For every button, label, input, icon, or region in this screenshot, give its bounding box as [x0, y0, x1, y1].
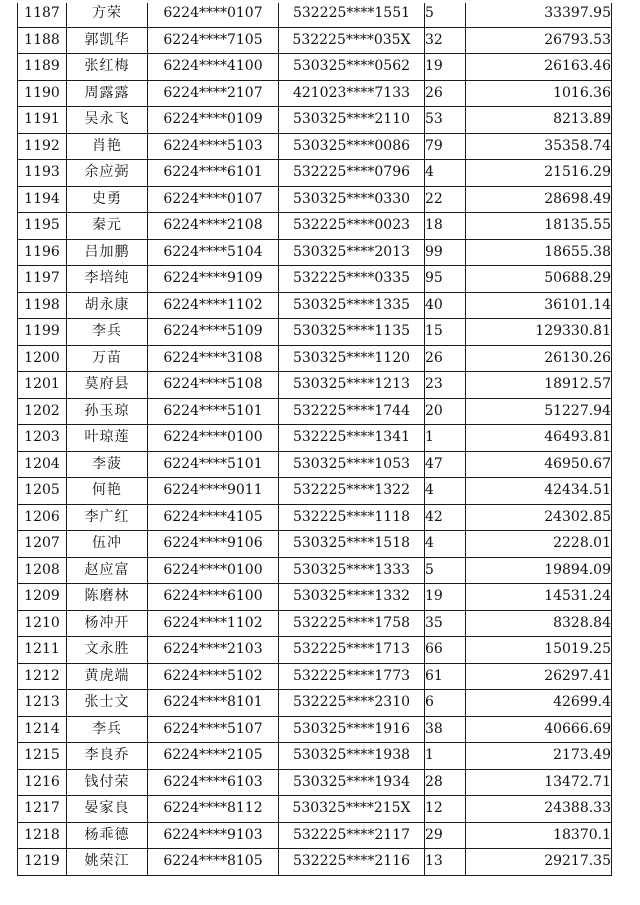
- amount-cell: 50688.29: [466, 266, 612, 293]
- amount-cell: 42699.4: [466, 690, 612, 717]
- name-cell: 郭凯华: [67, 27, 148, 54]
- id-number-cell: 532225****0796: [279, 160, 425, 187]
- amount-cell: 2173.49: [466, 743, 612, 770]
- table-row: [18, 266, 612, 293]
- amount-cell: 2228.01: [466, 531, 612, 558]
- name-cell: 钱付荣: [67, 769, 148, 796]
- table-row: [18, 584, 612, 611]
- table-row: [18, 610, 612, 637]
- table-row: [18, 398, 612, 425]
- row-number-cell: 1208: [18, 557, 67, 584]
- bank-card-cell: 6224****2105: [148, 743, 279, 770]
- table-row: [18, 557, 612, 584]
- name-cell: 姚荣江: [67, 849, 148, 876]
- count-cell: 1: [425, 743, 466, 770]
- bank-card-cell: 6224****5101: [148, 398, 279, 425]
- bank-card-cell: 6224****8112: [148, 796, 279, 823]
- id-number-cell: 530325****1916: [279, 716, 425, 743]
- name-cell: 方荣: [67, 1, 148, 28]
- name-cell: 赵应富: [67, 557, 148, 584]
- row-number-cell: 1214: [18, 716, 67, 743]
- bank-card-cell: 6224****4105: [148, 504, 279, 531]
- count-cell: 66: [425, 637, 466, 664]
- id-number-cell: 530325****1135: [279, 319, 425, 346]
- amount-cell: 28698.49: [466, 186, 612, 213]
- name-cell: 杨乖德: [67, 822, 148, 849]
- amount-cell: 24302.85: [466, 504, 612, 531]
- bank-card-cell: 6224****9106: [148, 531, 279, 558]
- amount-cell: 18912.57: [466, 372, 612, 399]
- row-number-cell: 1189: [18, 54, 67, 81]
- table-row: [18, 27, 612, 54]
- id-number-cell: 532225****1341: [279, 425, 425, 452]
- bank-card-cell: 6224****9103: [148, 822, 279, 849]
- id-number-cell: 530325****1938: [279, 743, 425, 770]
- id-number-cell: 530325****2110: [279, 107, 425, 134]
- document-sheet: [17, 0, 612, 876]
- count-cell: 61: [425, 663, 466, 690]
- amount-cell: 8328.84: [466, 610, 612, 637]
- row-number-cell: 1213: [18, 690, 67, 717]
- amount-cell: 33397.95: [466, 1, 612, 28]
- row-number-cell: 1207: [18, 531, 67, 558]
- row-number-cell: 1197: [18, 266, 67, 293]
- table-row: [18, 54, 612, 81]
- table-row: [18, 319, 612, 346]
- bank-card-cell: 6224****6103: [148, 769, 279, 796]
- table-row: [18, 822, 612, 849]
- count-cell: 99: [425, 239, 466, 266]
- table-row: [18, 425, 612, 452]
- count-cell: 53: [425, 107, 466, 134]
- row-number-cell: 1212: [18, 663, 67, 690]
- bank-card-cell: 6224****8101: [148, 690, 279, 717]
- name-cell: 李培纯: [67, 266, 148, 293]
- name-cell: 黄虎端: [67, 663, 148, 690]
- name-cell: 晏家良: [67, 796, 148, 823]
- bank-card-cell: 6224****5104: [148, 239, 279, 266]
- name-cell: 李广红: [67, 504, 148, 531]
- count-cell: 38: [425, 716, 466, 743]
- id-number-cell: 530325****1053: [279, 451, 425, 478]
- bank-card-cell: 6224****0100: [148, 557, 279, 584]
- name-cell: 莫府县: [67, 372, 148, 399]
- table-row: [18, 372, 612, 399]
- name-cell: 肖艳: [67, 133, 148, 160]
- amount-cell: 24388.33: [466, 796, 612, 823]
- row-number-cell: 1193: [18, 160, 67, 187]
- amount-cell: 21516.29: [466, 160, 612, 187]
- row-number-cell: 1215: [18, 743, 67, 770]
- row-number-cell: 1200: [18, 345, 67, 372]
- id-number-cell: 530325****1335: [279, 292, 425, 319]
- count-cell: 12: [425, 796, 466, 823]
- amount-cell: 13472.71: [466, 769, 612, 796]
- bank-card-cell: 6224****2107: [148, 80, 279, 107]
- amount-cell: 40666.69: [466, 716, 612, 743]
- table-row: [18, 186, 612, 213]
- id-number-cell: 532225****1322: [279, 478, 425, 505]
- amount-cell: 26793.53: [466, 27, 612, 54]
- name-cell: 李兵: [67, 319, 148, 346]
- id-number-cell: 530325****0086: [279, 133, 425, 160]
- amount-cell: 18655.38: [466, 239, 612, 266]
- amount-cell: 46493.81: [466, 425, 612, 452]
- id-number-cell: 530325****0330: [279, 186, 425, 213]
- bank-card-cell: 6224****6101: [148, 160, 279, 187]
- bank-card-cell: 6224****7105: [148, 27, 279, 54]
- id-number-cell: 530325****1332: [279, 584, 425, 611]
- id-number-cell: 532225****1773: [279, 663, 425, 690]
- amount-cell: 129330.81: [466, 319, 612, 346]
- id-number-cell: 530325****1120: [279, 345, 425, 372]
- name-cell: 李良乔: [67, 743, 148, 770]
- row-number-cell: 1211: [18, 637, 67, 664]
- id-number-cell: 532225****1758: [279, 610, 425, 637]
- name-cell: 陈磨林: [67, 584, 148, 611]
- name-cell: 叶琼莲: [67, 425, 148, 452]
- row-number-cell: 1196: [18, 239, 67, 266]
- count-cell: 26: [425, 345, 466, 372]
- row-number-cell: 1191: [18, 107, 67, 134]
- count-cell: 79: [425, 133, 466, 160]
- row-number-cell: 1217: [18, 796, 67, 823]
- row-number-cell: 1194: [18, 186, 67, 213]
- id-number-cell: 532225****1744: [279, 398, 425, 425]
- table-row: [18, 849, 612, 876]
- id-number-cell: 530325****1213: [279, 372, 425, 399]
- bank-card-cell: 6224****4100: [148, 54, 279, 81]
- name-cell: 文永胜: [67, 637, 148, 664]
- bank-card-cell: 6224****5108: [148, 372, 279, 399]
- count-cell: 19: [425, 54, 466, 81]
- count-cell: 15: [425, 319, 466, 346]
- bank-card-cell: 6224****0109: [148, 107, 279, 134]
- name-cell: 张红梅: [67, 54, 148, 81]
- amount-cell: 19894.09: [466, 557, 612, 584]
- count-cell: 32: [425, 27, 466, 54]
- id-number-cell: 532225****1551: [279, 1, 425, 28]
- bank-card-cell: 6224****6100: [148, 584, 279, 611]
- row-number-cell: 1195: [18, 213, 67, 240]
- count-cell: 5: [425, 1, 466, 28]
- id-number-cell: 530325****0562: [279, 54, 425, 81]
- row-number-cell: 1210: [18, 610, 67, 637]
- amount-cell: 51227.94: [466, 398, 612, 425]
- count-cell: 40: [425, 292, 466, 319]
- count-cell: 4: [425, 478, 466, 505]
- name-cell: 余应弼: [67, 160, 148, 187]
- table-row: [18, 107, 612, 134]
- id-number-cell: 532225****0335: [279, 266, 425, 293]
- row-number-cell: 1201: [18, 372, 67, 399]
- bank-card-cell: 6224****1102: [148, 610, 279, 637]
- count-cell: 35: [425, 610, 466, 637]
- count-cell: 23: [425, 372, 466, 399]
- row-number-cell: 1205: [18, 478, 67, 505]
- count-cell: 19: [425, 584, 466, 611]
- row-number-cell: 1219: [18, 849, 67, 876]
- table-row: [18, 796, 612, 823]
- row-number-cell: 1188: [18, 27, 67, 54]
- table-row: [18, 80, 612, 107]
- count-cell: 4: [425, 531, 466, 558]
- amount-cell: 18135.55: [466, 213, 612, 240]
- table-row: [18, 769, 612, 796]
- table-row: [18, 239, 612, 266]
- name-cell: 李菠: [67, 451, 148, 478]
- row-number-cell: 1187: [18, 1, 67, 28]
- bank-card-cell: 6224****8105: [148, 849, 279, 876]
- name-cell: 孙玉琼: [67, 398, 148, 425]
- name-cell: 胡永康: [67, 292, 148, 319]
- bank-card-cell: 6224****5102: [148, 663, 279, 690]
- row-number-cell: 1199: [18, 319, 67, 346]
- count-cell: 1: [425, 425, 466, 452]
- amount-cell: 26130.26: [466, 345, 612, 372]
- count-cell: 42: [425, 504, 466, 531]
- bank-card-cell: 6224****5107: [148, 716, 279, 743]
- table-row: [18, 504, 612, 531]
- bank-card-cell: 6224****9011: [148, 478, 279, 505]
- count-cell: 18: [425, 213, 466, 240]
- table-row: [18, 213, 612, 240]
- name-cell: 史勇: [67, 186, 148, 213]
- amount-cell: 8213.89: [466, 107, 612, 134]
- table-row: [18, 716, 612, 743]
- table-row: [18, 1, 612, 28]
- table-row: [18, 133, 612, 160]
- name-cell: 周露露: [67, 80, 148, 107]
- id-number-cell: 532225****2117: [279, 822, 425, 849]
- table-row: [18, 478, 612, 505]
- id-number-cell: 530325****1934: [279, 769, 425, 796]
- count-cell: 95: [425, 266, 466, 293]
- id-number-cell: 532225****2116: [279, 849, 425, 876]
- amount-cell: 46950.67: [466, 451, 612, 478]
- row-number-cell: 1204: [18, 451, 67, 478]
- count-cell: 6: [425, 690, 466, 717]
- amount-cell: 35358.74: [466, 133, 612, 160]
- amount-cell: 26297.41: [466, 663, 612, 690]
- id-number-cell: 532225****1713: [279, 637, 425, 664]
- id-number-cell: 421023****7133: [279, 80, 425, 107]
- bank-card-cell: 6224****0107: [148, 1, 279, 28]
- bank-card-cell: 6224****0107: [148, 186, 279, 213]
- bank-card-cell: 6224****2108: [148, 213, 279, 240]
- id-number-cell: 530325****1518: [279, 531, 425, 558]
- table-body: [18, 1, 612, 876]
- id-number-cell: 532225****035X: [279, 27, 425, 54]
- table-row: [18, 690, 612, 717]
- name-cell: 伍冲: [67, 531, 148, 558]
- payment-table: [17, 0, 612, 876]
- count-cell: 26: [425, 80, 466, 107]
- bank-card-cell: 6224****5109: [148, 319, 279, 346]
- bank-card-cell: 6224****9109: [148, 266, 279, 293]
- id-number-cell: 532225****1118: [279, 504, 425, 531]
- table-row: [18, 637, 612, 664]
- bank-card-cell: 6224****5101: [148, 451, 279, 478]
- count-cell: 29: [425, 822, 466, 849]
- amount-cell: 42434.51: [466, 478, 612, 505]
- row-number-cell: 1209: [18, 584, 67, 611]
- name-cell: 何艳: [67, 478, 148, 505]
- id-number-cell: 530325****1333: [279, 557, 425, 584]
- table-row: [18, 531, 612, 558]
- row-number-cell: 1202: [18, 398, 67, 425]
- table-row: [18, 345, 612, 372]
- row-number-cell: 1190: [18, 80, 67, 107]
- row-number-cell: 1198: [18, 292, 67, 319]
- name-cell: 秦元: [67, 213, 148, 240]
- row-number-cell: 1218: [18, 822, 67, 849]
- count-cell: 5: [425, 557, 466, 584]
- page-top-edge: [17, 0, 612, 3]
- bank-card-cell: 6224****2103: [148, 637, 279, 664]
- bank-card-cell: 6224****3108: [148, 345, 279, 372]
- name-cell: 李兵: [67, 716, 148, 743]
- table-row: [18, 160, 612, 187]
- amount-cell: 36101.14: [466, 292, 612, 319]
- name-cell: 杨冲开: [67, 610, 148, 637]
- bank-card-cell: 6224****0100: [148, 425, 279, 452]
- name-cell: 吕加鹏: [67, 239, 148, 266]
- table-row: [18, 451, 612, 478]
- count-cell: 22: [425, 186, 466, 213]
- name-cell: 张士文: [67, 690, 148, 717]
- amount-cell: 15019.25: [466, 637, 612, 664]
- count-cell: 47: [425, 451, 466, 478]
- count-cell: 13: [425, 849, 466, 876]
- table-row: [18, 743, 612, 770]
- name-cell: 吴永飞: [67, 107, 148, 134]
- id-number-cell: 532225****0023: [279, 213, 425, 240]
- row-number-cell: 1203: [18, 425, 67, 452]
- row-number-cell: 1206: [18, 504, 67, 531]
- id-number-cell: 530325****2013: [279, 239, 425, 266]
- count-cell: 20: [425, 398, 466, 425]
- amount-cell: 14531.24: [466, 584, 612, 611]
- id-number-cell: 532225****2310: [279, 690, 425, 717]
- amount-cell: 29217.35: [466, 849, 612, 876]
- count-cell: 28: [425, 769, 466, 796]
- table-row: [18, 663, 612, 690]
- id-number-cell: 530325****215X: [279, 796, 425, 823]
- table-row: [18, 292, 612, 319]
- row-number-cell: 1216: [18, 769, 67, 796]
- amount-cell: 1016.36: [466, 80, 612, 107]
- row-number-cell: 1192: [18, 133, 67, 160]
- amount-cell: 26163.46: [466, 54, 612, 81]
- amount-cell: 18370.1: [466, 822, 612, 849]
- name-cell: 万苗: [67, 345, 148, 372]
- count-cell: 4: [425, 160, 466, 187]
- bank-card-cell: 6224****5103: [148, 133, 279, 160]
- bank-card-cell: 6224****1102: [148, 292, 279, 319]
